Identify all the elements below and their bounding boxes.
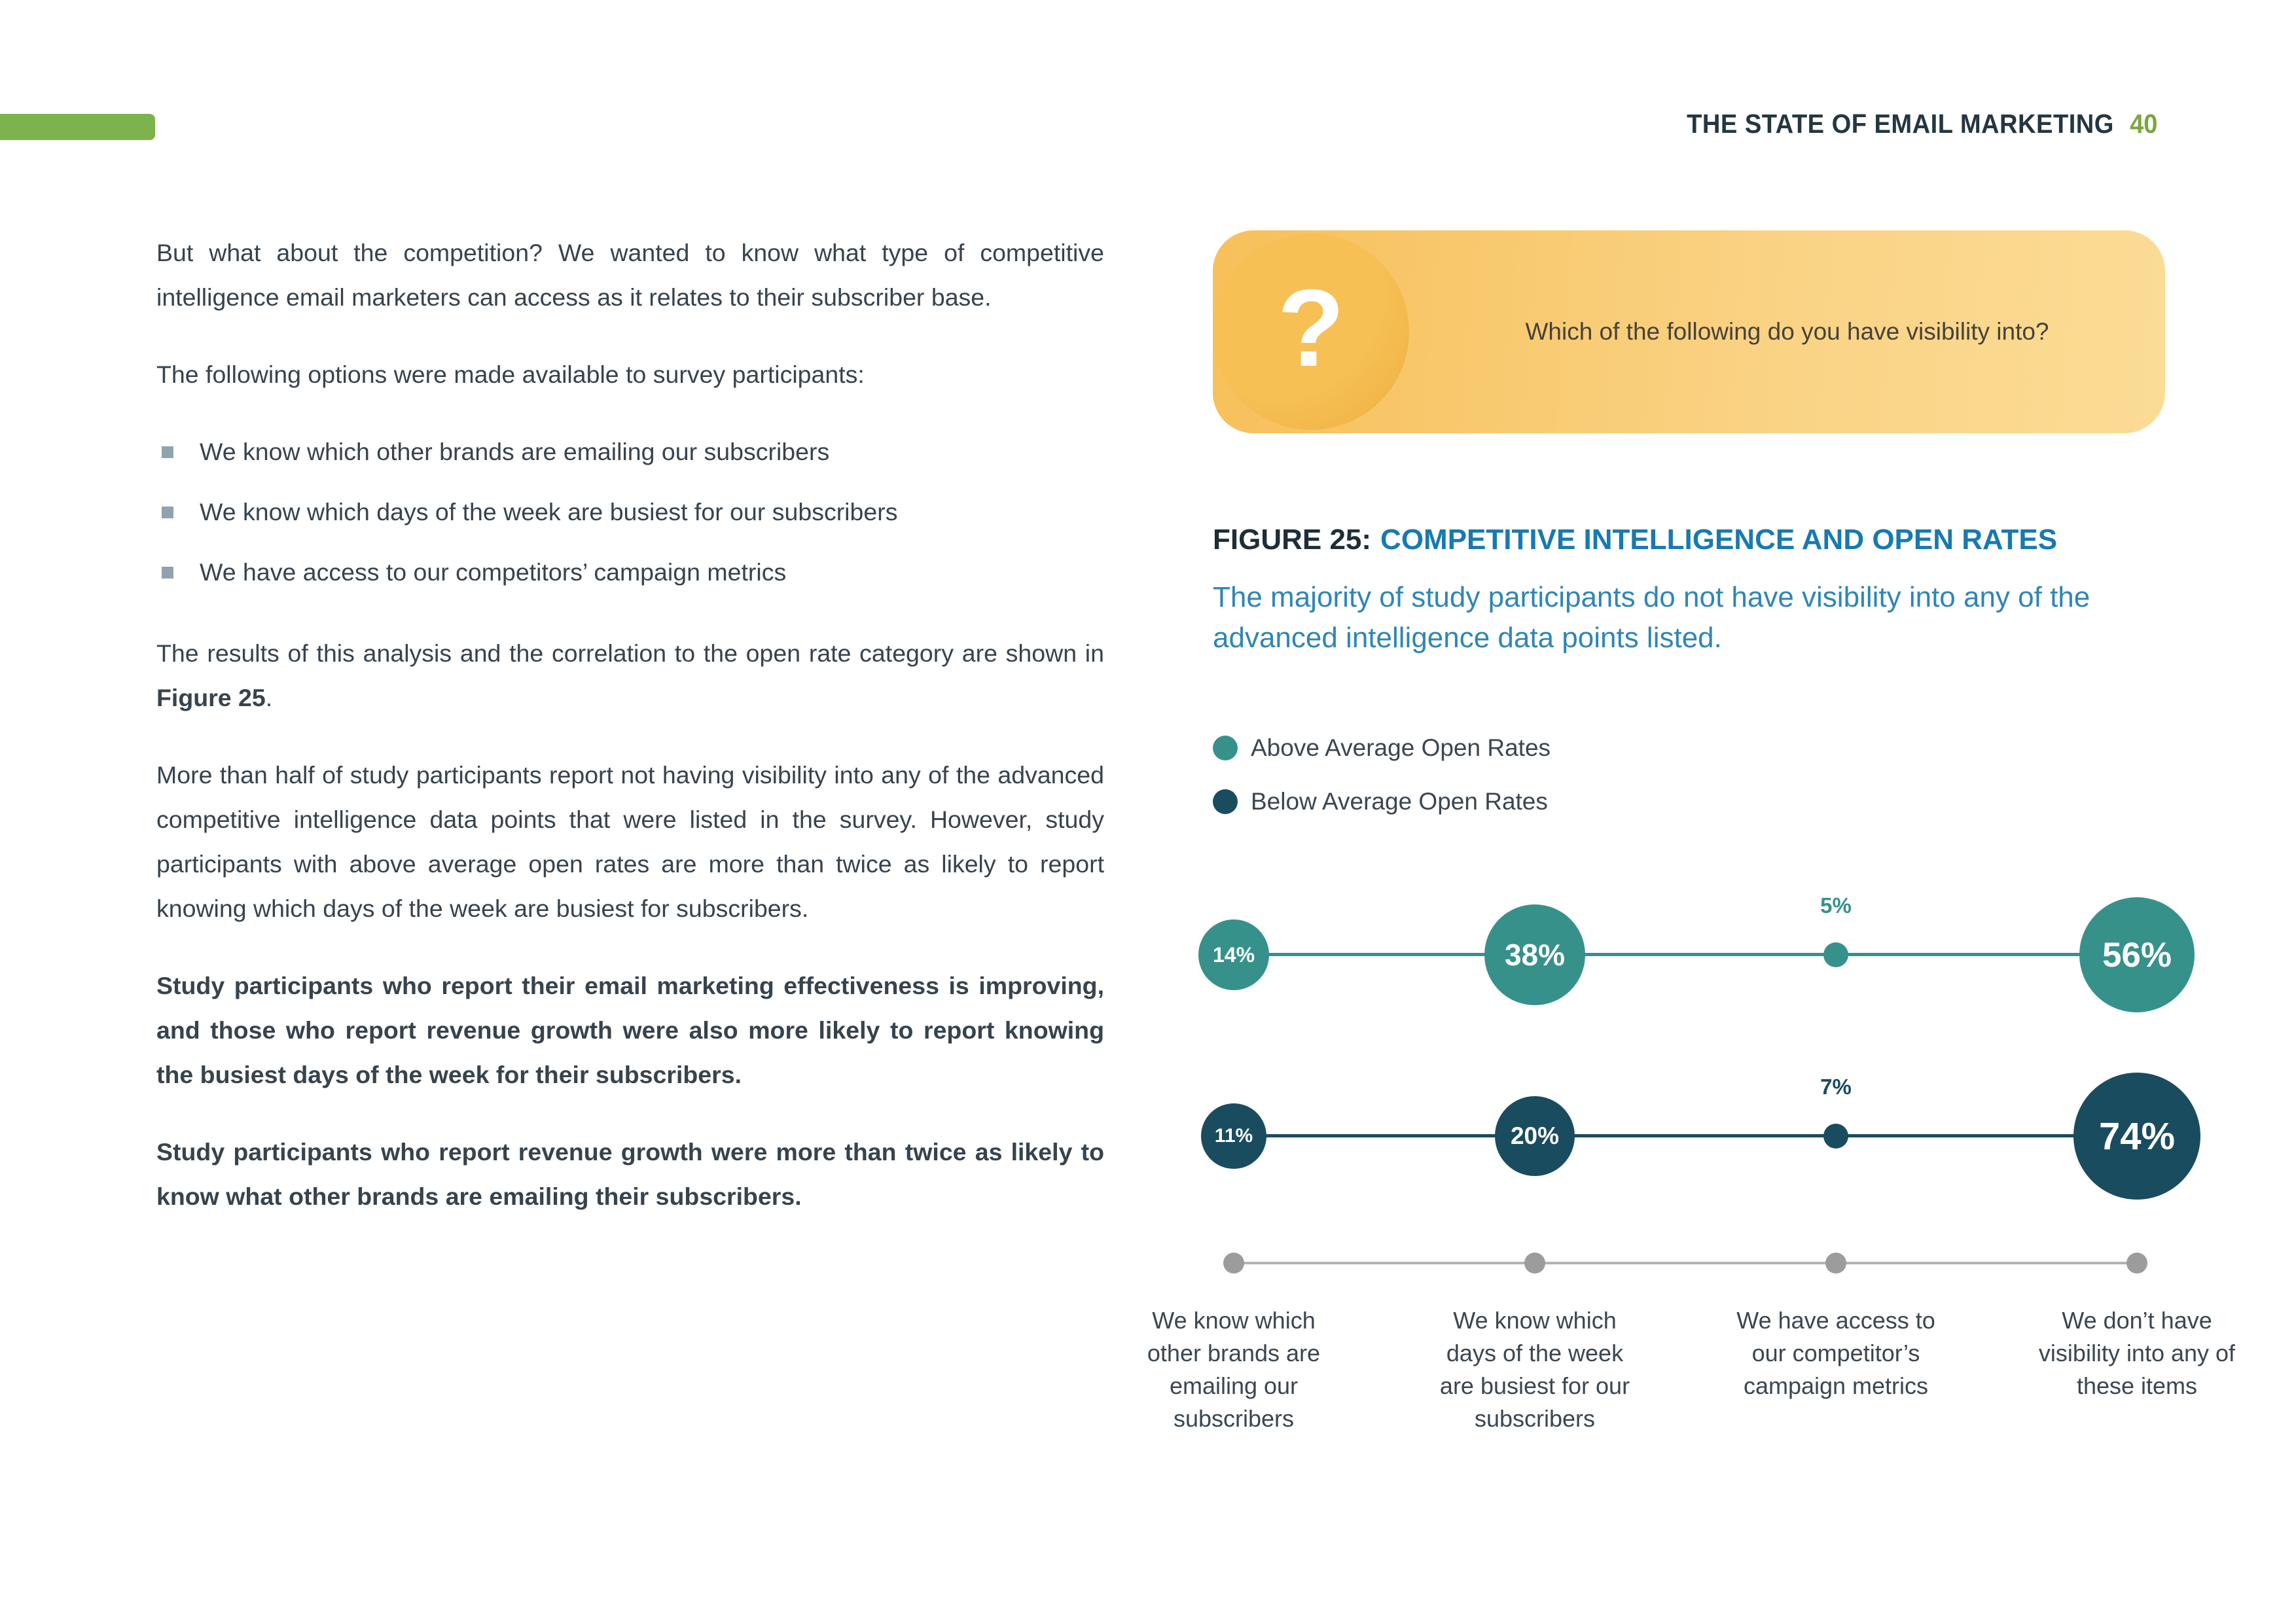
bullet-text: We know which other brands are emailing our subscribers	[200, 438, 830, 465]
data-point-dot	[1823, 942, 1848, 967]
figure-subtitle: The majority of study participants do not have visibility into any of the advanced intelligence data points listed.	[1213, 581, 2090, 654]
paragraph	[156, 753, 1104, 931]
figure-title: COMPETITIVE INTELLIGENCE AND OPEN RATES	[1380, 524, 2058, 556]
axis-dot	[1825, 1253, 1846, 1274]
bullet-list	[156, 429, 1104, 594]
legend-label: Above Average Open Rates	[1251, 734, 1551, 761]
bullet-item	[156, 550, 1104, 594]
data-point-bubble: 38%	[1484, 904, 1585, 1005]
paragraph-text: Study participants who report revenue growth were more than twice as likely to know what other brands are emailing their subscribers.	[156, 1138, 1104, 1210]
axis-dot	[2126, 1253, 2147, 1274]
series-connector-line	[1234, 1134, 2137, 1137]
paragraph	[156, 631, 1104, 720]
data-point-label: 7%	[1820, 1075, 1852, 1099]
paragraph-text: More than half of study participants report not having visibility into any of the advanced competitive intelligence data points that were listed in the survey. However, study participants with above average open rates are more than twice as likely to report knowing which days of the week are busiest for subscribers.	[156, 761, 1104, 922]
data-point-bubble: 14%	[1198, 919, 1269, 990]
data-point-bubble: 20%	[1495, 1096, 1575, 1176]
bullet-text: We have access to our competitors’ campaign metrics	[200, 558, 787, 586]
paragraph	[156, 963, 1104, 1097]
bullet-item	[156, 429, 1104, 474]
left-column	[156, 230, 1104, 1251]
question-mark-glyph: ?	[1277, 266, 1345, 389]
question-text: Which of the following do you have visibility into?	[1525, 318, 2049, 345]
category-label: We have access to our competitor’s campaign metrics	[1736, 1307, 1935, 1399]
report-title: THE STATE OF EMAIL MARKETING	[1686, 109, 2114, 139]
paragraph	[156, 1130, 1104, 1219]
legend-label: Below Average Open Rates	[1251, 787, 1548, 815]
bullet-text: We know which days of the week are busiest for our subscribers	[200, 498, 898, 526]
paragraph-text: Study participants who report their email marketing effectiveness is improving, and those who report revenue growth were also more likely to report knowing the busiest days of the week for their subscribers.	[156, 972, 1104, 1088]
paragraph	[156, 230, 1104, 319]
data-point-bubble: 74%	[2073, 1073, 2200, 1200]
header-accent-bar	[0, 114, 155, 140]
category-label: We don’t have visibility into any of these items	[2038, 1307, 2236, 1399]
data-point-dot	[1823, 1124, 1848, 1149]
page-number: 40	[2129, 109, 2157, 139]
series-connector-line	[1234, 953, 2137, 956]
paragraph-text: But what about the competition? We wanted to know what type of competitive intelligence email marketers can access as it relates to their subscriber base.	[156, 239, 1104, 311]
paragraph-text: Figure 25	[156, 684, 266, 711]
paragraph-text: .	[265, 684, 273, 711]
chart	[1147, 230, 2236, 1572]
page-header	[1687, 109, 2157, 139]
paragraph	[156, 352, 1104, 397]
axis-line	[1234, 1262, 2137, 1264]
axis-dot	[1524, 1253, 1545, 1274]
data-point-label: 5%	[1820, 893, 1852, 918]
paragraph-text: The following options were made available to survey participants:	[156, 361, 865, 388]
category-label: We know which days of the week are busiest for our subscribers	[1439, 1307, 1630, 1432]
axis-dot	[1223, 1253, 1244, 1274]
right-column	[1147, 230, 2236, 1572]
data-point-bubble: 11%	[1201, 1103, 1266, 1169]
data-point-bubble: 56%	[2079, 897, 2195, 1012]
figure-label: FIGURE 25:	[1213, 524, 1372, 556]
bullet-item	[156, 490, 1104, 534]
paragraph-text: The results of this analysis and the correlation to the open rate category are shown in	[156, 639, 1104, 667]
category-label: We know which other brands are emailing our subscribers	[1147, 1307, 1321, 1432]
bullet-square-icon	[162, 507, 173, 518]
bullet-square-icon	[162, 446, 173, 458]
bullet-square-icon	[162, 567, 173, 579]
